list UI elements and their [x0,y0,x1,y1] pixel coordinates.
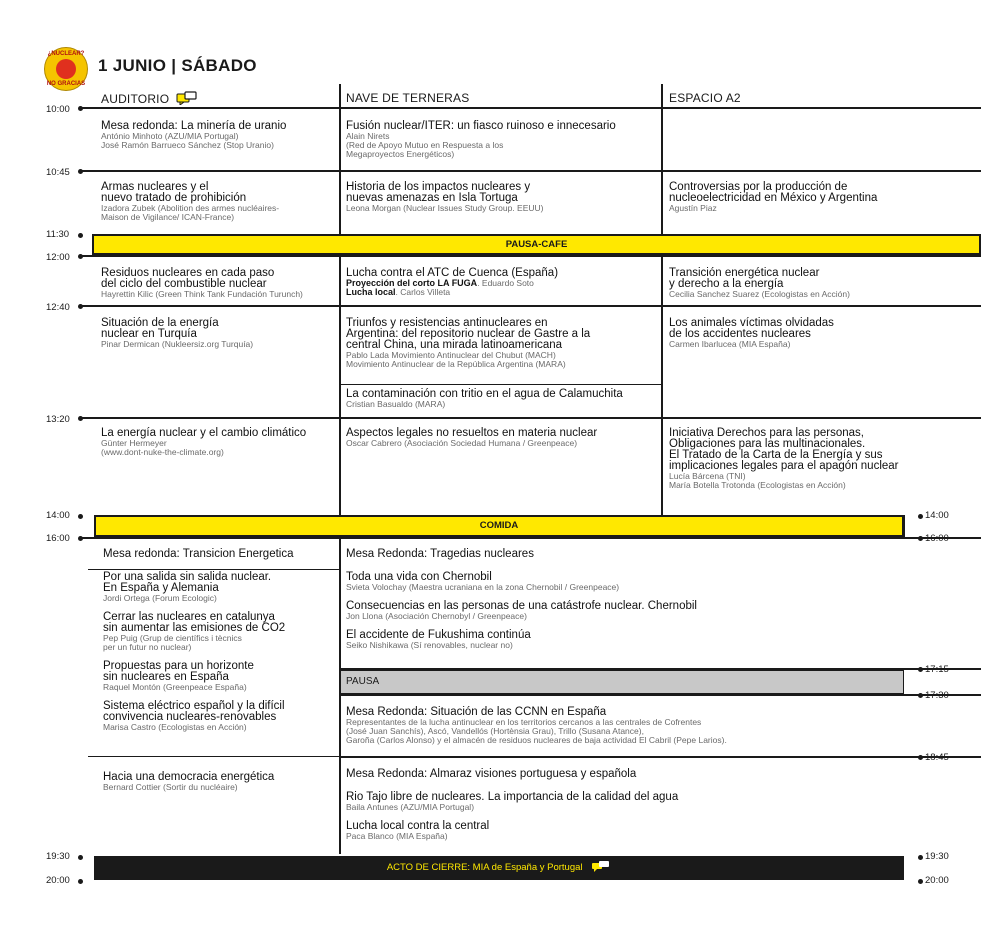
time-dot [78,106,83,111]
row-divider [80,255,981,257]
speaker: Jordi Ortega (Forum Ecologic) [103,593,217,603]
session-nave-4 [346,318,590,369]
row-divider [340,694,981,696]
speaker: Marisa Castro (Ecologistas en Acción) [103,722,247,732]
time-dot [918,755,923,760]
time-label: 13:20 [46,414,70,425]
no-nuclear-logo [44,47,88,91]
session-title: Historia de los impactos nucleares y [346,181,531,193]
speaker: Oscar Cabrero (Asociación Sociedad Humana / Greenpeace) [346,438,578,448]
session-title: Mesa redonda: La minería de uranio [101,120,287,132]
break-bar-comida: COMIDA [94,515,904,537]
speaker: Izadora Zubek (Abolition des armes nucléaires- [101,203,280,213]
time-dot [78,416,83,421]
speaker: Alain Nirets [346,131,390,141]
speaker: Maison de Vigilance/ ICAN-France) [101,212,235,222]
time-label: 11:30 [46,229,70,240]
session-title: Mesa redonda: Transicion Energetica [103,548,294,560]
session-title: Controversias por la producción de [669,181,848,193]
column-header-espacio: ESPACIO A2 [669,91,741,105]
talk-title: Cerrar las nucleares en catalunya [103,611,275,623]
time-dot [78,536,83,541]
speaker: Cecilia Sanchez Suarez (Ecologistas en Acción) [669,289,850,299]
speaker: Jon Llona (Asociación Chernobyl / Greenpeace) [346,611,527,621]
time-label: 14:00 [46,510,70,521]
time-label: 16:00 [46,533,70,544]
session-title: del ciclo del combustible nuclear [101,278,267,290]
time-dot [918,536,923,541]
session-espacio-4 [669,318,834,349]
session-nave-4b [346,389,623,409]
session-title: La contaminación con tritio en el agua de Calamuchita [346,388,623,400]
time-dot [78,304,83,309]
speaker: Agustín Piaz [669,203,717,213]
session-title: Aspectos legales no resueltos en materia nuclear [346,427,598,439]
speaker: José Ramón Barrueco Sánchez (Stop Uranio) [101,140,274,150]
session-nave-8 [346,769,678,841]
speaker: (www.dont-nuke-the-climate.org) [101,447,224,457]
column-divider [339,256,341,515]
column-header-auditorio [101,91,198,106]
talk-title: Hacia una democracia energética [103,771,275,783]
session-auditorio-7 [103,772,274,792]
talk-title: Lucha local contra la central [346,820,490,832]
time-label: 12:40 [46,302,70,313]
session-espacio-3 [669,268,850,299]
sun-icon [56,59,76,79]
session-title: Mesa Redonda: Tragedias nucleares [346,548,534,560]
time-label: 12:00 [46,252,70,263]
session-nave-1 [346,121,616,159]
session-nave-7 [346,707,727,745]
speaker: Cristian Basualdo (MARA) [346,399,446,409]
session-title: Iniciativa Derechos para las personas, [669,427,864,439]
session-title: Transición energética nuclear [669,267,820,279]
time-label: 10:45 [46,167,70,178]
talk-title: sin nucleares en España [103,671,229,683]
speaker: Paca Blanco (MIA España) [346,831,448,841]
session-nave-2 [346,182,543,213]
speaker: Garoña (Carlos Alonso) y el almacén de residuos nucleares de baja actividad El Cabril (Pepe Larios). [346,735,727,745]
speaker: Svieta Volochay (Maestra ucraniana en la zona Chernobil / Greenpeace) [346,582,620,592]
talk-title: sin aumentar las emisiones de CO2 [103,622,286,634]
time-dot [78,855,83,860]
time-label: 19:30 [925,851,949,862]
speech-bubbles-icon [591,860,611,872]
column-divider [339,538,341,854]
session-espacio-5 [669,428,899,490]
time-dot [78,254,83,259]
speaker: . Carlos Villeta [395,287,451,297]
time-label: 16:00 [925,533,949,544]
page-title: 1 JUNIO | SÁBADO [98,56,257,75]
speaker: (Red de Apoyo Mutuo en Respuesta a los [346,140,504,150]
row-divider [80,417,981,419]
logo-text-top: ¿NUCLEAR? [47,51,85,57]
row-divider [80,107,981,109]
time-dot [918,879,923,884]
talk-title: Consecuencias en las personas de una catástrofe nuclear. Chernobil [346,600,697,612]
column-label-auditorio: AUDITORIO [101,92,170,106]
session-title: implicaciones legales para el apagón nuclear [669,460,899,472]
session-title: La energía nuclear y el cambio climático [101,427,307,439]
row-divider [88,756,340,757]
column-divider [661,256,663,515]
speaker: María Botella Trotonda (Ecologistas en Acción) [669,480,846,490]
talk-title: convivencia nucleares-renovables [103,711,277,723]
row-divider [80,170,981,172]
time-label: 17:15 [925,664,949,675]
session-auditorio-1 [101,121,286,150]
speaker: Movimiento Antinuclear de la República Argentina (MARA) [346,359,566,369]
speaker: Pep Puig (Grup de científics i tècnics [103,633,242,643]
session-title: de los accidentes nucleares [669,328,811,340]
speaker: per un futur no nuclear) [103,642,192,652]
session-title: Argentina: del repositorio nuclear de Gastre a la [346,328,591,340]
session-title: Los animales víctimas olvidadas [669,317,834,329]
time-dot [918,855,923,860]
session-title: Mesa Redonda: Situación de las CCNN en España [346,706,607,718]
session-auditorio-6 [103,549,294,732]
session-auditorio-2 [101,182,279,222]
session-title: El Tratado de la Carta de la Energía y sus [669,449,883,461]
time-dot [918,693,923,698]
session-nave-6 [346,549,697,650]
speaker: Hayrettin Kilic (Green Think Tank Fundación Turunch) [101,289,303,299]
speaker: Raquel Montón (Greenpeace España) [103,682,247,692]
session-auditorio-4 [101,318,253,349]
time-label: 20:00 [46,875,70,886]
time-dot [78,169,83,174]
speaker: Pinar Dermican (Nukleersiz.org Turquía) [101,339,254,349]
row-divider [340,756,981,758]
talk-title: Propuestas para un horizonte [103,660,254,672]
speaker: Bernard Cottier (Sortir du nucléaire) [103,782,238,792]
session-title: nucleoelectricidad en México y Argentina [669,192,878,204]
time-label: 20:00 [925,875,949,886]
session-title: Armas nucleares y el [101,181,209,193]
time-dot [918,667,923,672]
time-dot [78,233,83,238]
break-bar-cierre [94,856,904,880]
speech-bubbles-icon [176,91,198,105]
session-auditorio-5 [101,428,306,457]
session-title: nuevas amenazas en Isla Tortuga [346,192,518,204]
row-divider [80,537,981,539]
session-auditorio-3 [101,268,303,299]
session-title: nuevo tratado de prohibición [101,192,247,204]
speaker: Carmen Ibarlucea (MIA España) [669,339,791,349]
time-label: 18:45 [925,752,949,763]
talk-title: El accidente de Fukushima continúa [346,629,531,641]
speaker: . Eduardo Soto [477,278,534,288]
speaker: Baila Antunes (AZU/MIA Portugal) [346,802,475,812]
session-nave-5 [346,428,597,448]
row-divider [80,305,981,307]
time-dot [78,879,83,884]
speaker: Leona Morgan (Nuclear Issues Study Group. EEUU) [346,203,544,213]
session-title: y derecho a la energía [669,278,784,290]
session-title: nuclear en Turquía [101,328,197,340]
talk-title: Por una salida sin salida nuclear. [103,571,272,583]
session-title: central China, una mirada latinoamericana [346,339,563,351]
session-nave-3 [346,268,558,297]
cierre-label: ACTO DE CIERRE: MIA de España y Portugal [386,862,583,873]
session-espacio-2 [669,182,877,213]
time-dot [918,514,923,519]
time-label: 10:00 [46,104,70,115]
speaker: Lucía Bárcena (TNI) [669,471,746,481]
session-title: Obligaciones para las multinacionales. [669,438,866,450]
speaker: Representantes de la lucha antinuclear en los territorios cercanos a las centrales de Cofrentes [346,717,702,727]
talk-title: Rio Tajo libre de nucleares. La importancia de la calidad del agua [346,791,679,803]
break-bar-pausa-cafe: PAUSA-CAFE [92,234,981,255]
session-title: Fusión nuclear/ITER: un fiasco ruinoso e innecesario [346,120,616,132]
session-title: Lucha contra el ATC de Cuenca (España) [346,267,559,279]
local-fight-label: Lucha local [346,287,396,297]
time-label: 19:30 [46,851,70,862]
talk-title: En España y Alemania [103,582,219,594]
row-divider [340,384,662,385]
time-dot [78,514,83,519]
speaker: Seiko Nishikawa (Sí renovables, nuclear no) [346,640,513,650]
speaker: (José Juan Sanchís), Ascó, Vandellós (Hortènsia Grau), Trillo (Susana Atance), [346,726,644,736]
talk-title: Toda una vida con Chernobil [346,571,492,583]
session-title: Triunfos y resistencias antinucleares en [346,317,548,329]
speaker: Pablo Lada Movimiento Antinuclear del Chubut (MACH) [346,350,556,360]
session-title: Residuos nucleares en cada paso [101,267,275,279]
time-label: 14:00 [925,510,949,521]
talk-title: Sistema eléctrico español y la difícil [103,700,285,712]
break-bar-pausa: PAUSA [340,670,904,694]
speaker: Günter Hermeyer [101,438,167,448]
column-header-nave: NAVE DE TERNERAS [346,91,470,105]
speaker: António Minhoto (AZU/MIA Portugal) [101,131,239,141]
time-label: 17:30 [925,690,949,701]
screening-label: Proyección del corto LA FUGA [346,278,478,288]
speaker: Megaproyectos Energéticos) [346,149,455,159]
session-title: Mesa Redonda: Almaraz visiones portuguesa y española [346,768,637,780]
session-title: Situación de la energía [101,317,219,329]
logo-text-bottom: NO GRACIAS [46,81,86,87]
